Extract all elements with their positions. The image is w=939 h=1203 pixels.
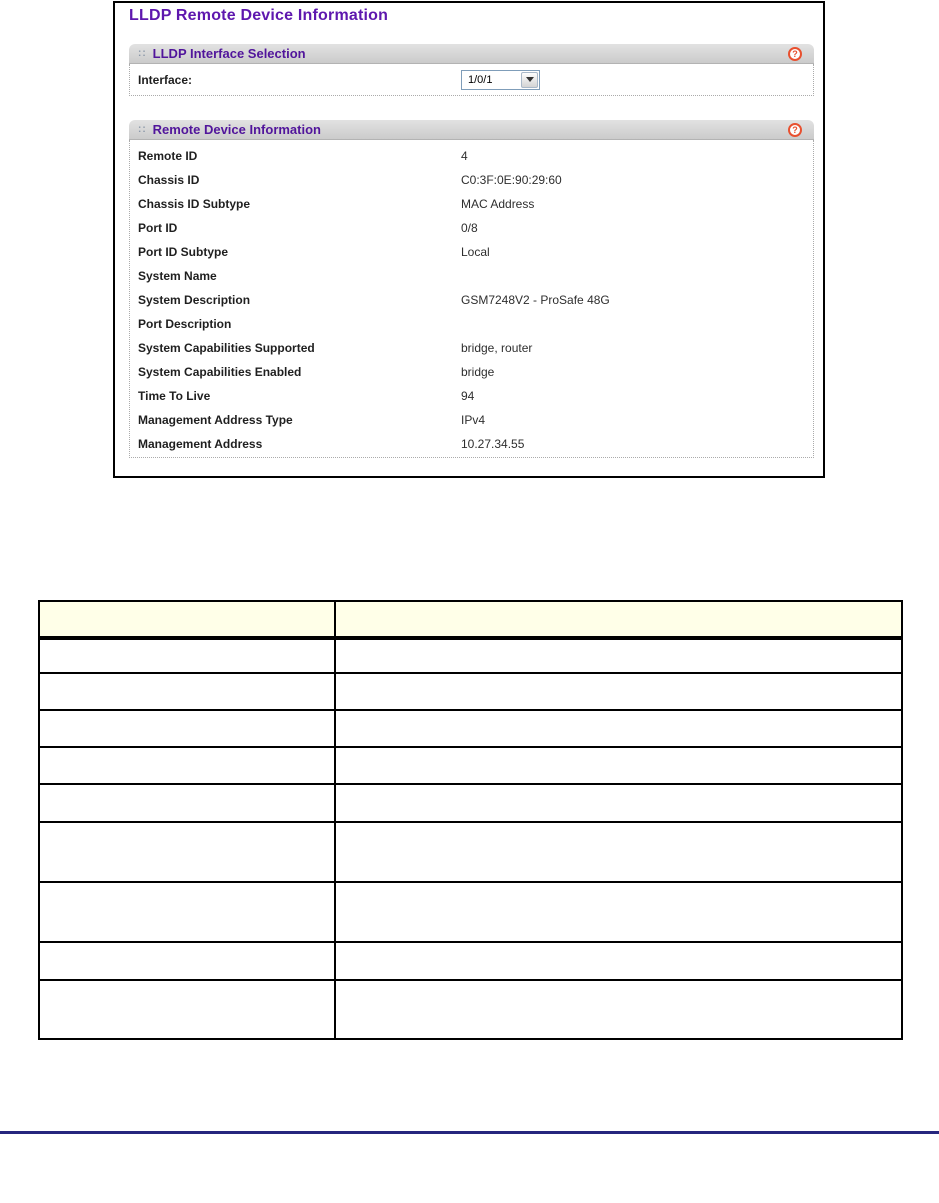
table-row [39, 710, 902, 747]
interface-select[interactable] [461, 70, 540, 90]
interface-label: Interface: [138, 72, 193, 87]
info-row-capabilities-enabled [130, 360, 813, 384]
info-value: IPv4 [461, 413, 486, 427]
info-value: MAC Address [461, 197, 535, 211]
section-body [129, 64, 814, 96]
section-title: Remote Device Information [152, 121, 321, 137]
info-label: System Capabilities Enabled [138, 365, 302, 379]
info-label: Management Address Type [138, 413, 293, 427]
table-row [39, 747, 902, 784]
info-label: System Name [138, 269, 217, 283]
info-row-port-description [130, 312, 813, 336]
table-header-row [39, 601, 902, 637]
info-row-time-to-live [130, 384, 813, 408]
info-row-system-name [130, 264, 813, 288]
table-cell [335, 639, 902, 673]
table-cell [39, 942, 335, 980]
section-grip-icon: :: [138, 123, 147, 135]
info-value: 0/8 [461, 221, 478, 235]
table-cell [39, 710, 335, 747]
section-body [129, 140, 814, 458]
info-value: 4 [461, 149, 468, 163]
table-cell [335, 942, 902, 980]
dropdown-button[interactable] [521, 72, 538, 88]
interface-field-row [130, 64, 813, 95]
help-icon[interactable]: ? [788, 47, 802, 61]
table-cell [335, 980, 902, 1039]
description-table [38, 600, 903, 1040]
info-row-mgmt-address-type [130, 408, 813, 432]
section-lldp-interface-selection [129, 44, 814, 96]
info-value: C0:3F:0E:90:29:60 [461, 173, 562, 187]
info-row-remote-id [130, 144, 813, 168]
chevron-down-icon [526, 77, 534, 82]
info-row-port-id-subtype [130, 240, 813, 264]
info-row-chassis-id [130, 168, 813, 192]
table-cell [335, 673, 902, 710]
info-row-port-id [130, 216, 813, 240]
table-cell [335, 710, 902, 747]
table-header-cell [335, 601, 902, 637]
info-label: Port ID [138, 221, 178, 235]
info-value: bridge [461, 365, 495, 379]
page-title: LLDP Remote Device Information [129, 7, 389, 24]
table-row [39, 882, 902, 942]
info-label: Chassis ID [138, 173, 200, 187]
page-footer-rule [0, 1131, 939, 1134]
table-cell [39, 673, 335, 710]
info-label: System Description [138, 293, 251, 307]
info-value: Local [461, 245, 490, 259]
table-cell [335, 822, 902, 882]
table-row [39, 822, 902, 882]
table-row [39, 942, 902, 980]
info-label: Management Address [138, 437, 263, 451]
section-remote-device-information [129, 120, 814, 458]
help-icon[interactable]: ? [788, 123, 802, 137]
table-cell [39, 882, 335, 942]
info-label: Port ID Subtype [138, 245, 229, 259]
table-cell [335, 882, 902, 942]
info-label: System Capabilities Supported [138, 341, 315, 355]
info-row-capabilities-supported [130, 336, 813, 360]
table-cell [39, 784, 335, 822]
info-label: Chassis ID Subtype [138, 197, 251, 211]
table-cell [335, 747, 902, 784]
table-cell [39, 822, 335, 882]
table-row [39, 639, 902, 673]
section-title: LLDP Interface Selection [152, 45, 306, 61]
table-row [39, 673, 902, 710]
info-label: Port Description [138, 317, 232, 331]
table-cell [39, 980, 335, 1039]
info-value: 94 [461, 389, 475, 403]
interface-select-value: 1/0/1 [468, 73, 493, 86]
table-row [39, 980, 902, 1039]
table-cell [39, 639, 335, 673]
info-label: Remote ID [138, 149, 198, 163]
info-value: 10.27.34.55 [461, 437, 525, 451]
table-header-cell [39, 601, 335, 637]
screenshot-frame [113, 1, 825, 478]
info-row-system-description [130, 288, 813, 312]
info-value: bridge, router [461, 341, 533, 355]
info-value: GSM7248V2 - ProSafe 48G [461, 293, 610, 307]
section-grip-icon: :: [138, 47, 147, 59]
info-row-mgmt-address [130, 432, 813, 456]
section-header-bar [129, 120, 814, 140]
info-row-chassis-id-subtype [130, 192, 813, 216]
section-header-bar [129, 44, 814, 64]
table-cell [39, 747, 335, 784]
info-label: Time To Live [138, 389, 211, 403]
table-row [39, 784, 902, 822]
table-cell [335, 784, 902, 822]
